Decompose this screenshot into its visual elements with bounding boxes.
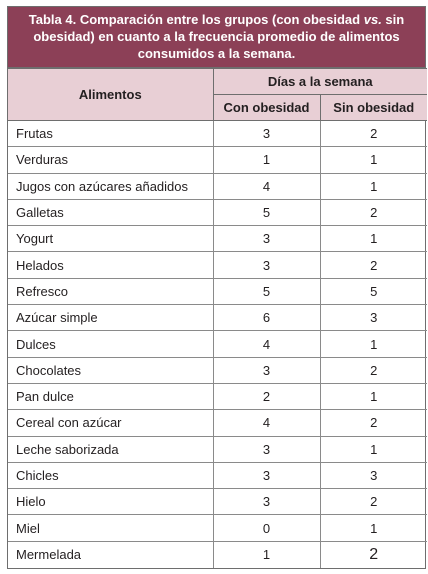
with-obesity-cell: 0 xyxy=(213,515,320,541)
food-name-cell: Leche saborizada xyxy=(8,436,213,462)
without-obesity-cell: 1 xyxy=(320,515,427,541)
table-row xyxy=(8,278,427,304)
without-obesity-cell: 2 xyxy=(320,357,427,383)
with-obesity-cell: 4 xyxy=(213,410,320,436)
food-name-cell: Jugos con azúcares añadidos xyxy=(8,173,213,199)
food-name-cell: Chocolates xyxy=(8,357,213,383)
food-name-cell: Dulces xyxy=(8,331,213,357)
food-name-cell: Helados xyxy=(8,252,213,278)
food-name-cell: Galletas xyxy=(8,199,213,225)
table-row xyxy=(8,147,427,173)
with-obesity-cell: 3 xyxy=(213,436,320,462)
with-obesity-cell: 5 xyxy=(213,199,320,225)
table-row xyxy=(8,515,427,541)
food-frequency-table-container xyxy=(7,6,426,569)
without-obesity-cell: 2 xyxy=(320,121,427,147)
without-obesity-cell: 1 xyxy=(320,383,427,409)
with-obesity-cell: 6 xyxy=(213,305,320,331)
with-obesity-cell: 4 xyxy=(213,173,320,199)
without-obesity-cell: 3 xyxy=(320,305,427,331)
with-obesity-cell: 3 xyxy=(213,252,320,278)
header-days-group: Días a la semana xyxy=(213,69,427,95)
food-frequency-table xyxy=(8,68,427,568)
caption-italic: vs. xyxy=(363,12,382,27)
table-row xyxy=(8,410,427,436)
without-obesity-cell: 2 xyxy=(320,410,427,436)
without-obesity-cell: 2 xyxy=(320,199,427,225)
table-row xyxy=(8,436,427,462)
without-obesity-cell: 1 xyxy=(320,173,427,199)
table-body xyxy=(8,121,427,568)
caption-label: Tabla 4. xyxy=(28,12,77,27)
header-with-obesity: Con obesidad xyxy=(213,95,320,121)
header-food: Alimentos xyxy=(8,69,213,121)
without-obesity-cell: 1 xyxy=(320,226,427,252)
with-obesity-cell: 5 xyxy=(213,278,320,304)
with-obesity-cell: 3 xyxy=(213,226,320,252)
food-name-cell: Hielo xyxy=(8,489,213,515)
table-caption xyxy=(8,7,425,68)
with-obesity-cell: 3 xyxy=(213,462,320,488)
food-name-cell: Mermelada xyxy=(8,541,213,567)
table-row xyxy=(8,331,427,357)
food-name-cell: Verduras xyxy=(8,147,213,173)
table-row xyxy=(8,226,427,252)
without-obesity-cell: 1 xyxy=(320,331,427,357)
without-obesity-cell: 2 xyxy=(320,252,427,278)
food-name-cell: Yogurt xyxy=(8,226,213,252)
food-name-cell: Chicles xyxy=(8,462,213,488)
without-obesity-cell: 5 xyxy=(320,278,427,304)
table-row xyxy=(8,383,427,409)
with-obesity-cell: 3 xyxy=(213,489,320,515)
food-name-cell: Pan dulce xyxy=(8,383,213,409)
header-without-obesity: Sin obesidad xyxy=(320,95,427,121)
food-name-cell: Cereal con azúcar xyxy=(8,410,213,436)
table-row xyxy=(8,462,427,488)
food-name-cell: Miel xyxy=(8,515,213,541)
table-row xyxy=(8,541,427,567)
table-row xyxy=(8,121,427,147)
with-obesity-cell: 2 xyxy=(213,383,320,409)
with-obesity-cell: 3 xyxy=(213,357,320,383)
caption-text-after: sin obesidad) en cuanto a la frecuencia promedio de alimentos consumidos a la semana. xyxy=(33,12,405,61)
table-row xyxy=(8,252,427,278)
table-header xyxy=(8,69,427,121)
without-obesity-cell: 3 xyxy=(320,462,427,488)
table-row xyxy=(8,199,427,225)
table-row xyxy=(8,357,427,383)
with-obesity-cell: 4 xyxy=(213,331,320,357)
food-name-cell: Refresco xyxy=(8,278,213,304)
without-obesity-cell: 2 xyxy=(320,489,427,515)
caption-text-before: Comparación entre los grupos (con obesidad xyxy=(76,12,364,27)
with-obesity-cell: 1 xyxy=(213,147,320,173)
table-row xyxy=(8,173,427,199)
with-obesity-cell: 1 xyxy=(213,541,320,567)
without-obesity-cell: 2 xyxy=(320,541,427,567)
without-obesity-cell: 1 xyxy=(320,147,427,173)
food-name-cell: Azúcar simple xyxy=(8,305,213,331)
table-row xyxy=(8,305,427,331)
food-name-cell: Frutas xyxy=(8,121,213,147)
without-obesity-cell: 1 xyxy=(320,436,427,462)
table-row xyxy=(8,489,427,515)
with-obesity-cell: 3 xyxy=(213,121,320,147)
